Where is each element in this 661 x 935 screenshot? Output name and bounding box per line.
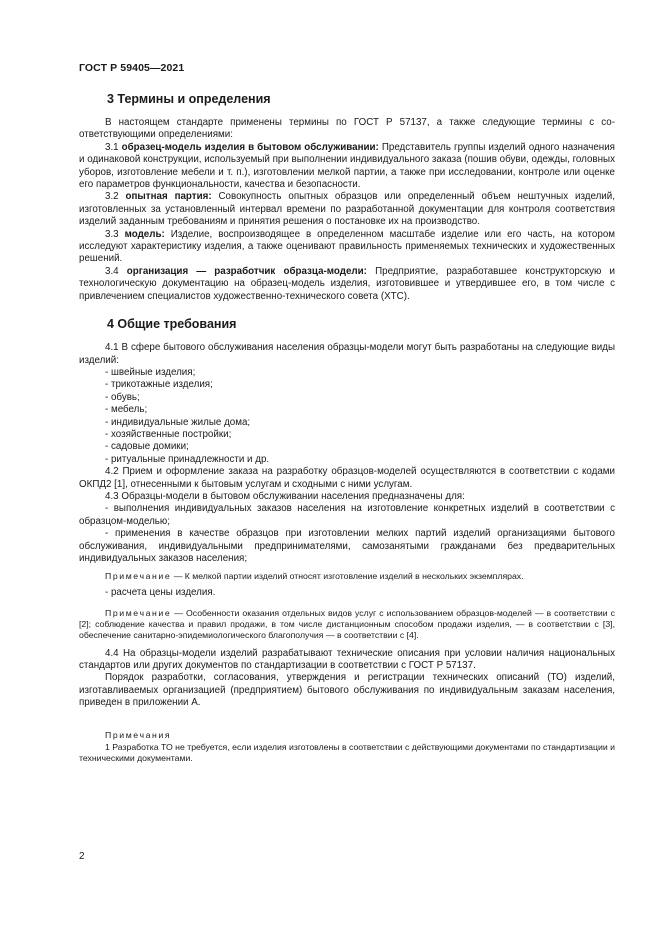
term-3-2 [79,191,615,228]
notes-title: Примечания [105,729,172,740]
page-number: 2 [79,851,85,862]
note-small-batch [79,571,615,582]
term-number: 3.4 [105,265,119,277]
note-item-1: 1 Разработка ТО не требуется, если изделия изготовлены в соответствии с действующими документами по стандартизации и техническими документами. [79,741,615,764]
note-label: Примечание [105,571,172,582]
term-3-3 [79,229,615,266]
list-item: - швейные изделия; [105,366,196,378]
term-number: 3.1 [105,141,119,153]
note-label: Примечание [105,608,172,619]
note-text: — К мелкой партии изделий относят изготовление изделий в нескольких экземплярах. [171,571,524,582]
paragraph-4-1: 4.1 В сфере бытового обслуживания населения образцы-модели могут быть разработаны на следующие виды изделий: [79,342,615,366]
section-3-heading: 3 Термины и определения [107,92,271,106]
paragraph-4-4: 4.4 На образцы-модели изделий разрабатывают технические описания при условии наличия национальных стандартов или других документов по стандартизации в соответствии с ГОСТ Р 57137. [79,647,615,672]
term-definition: Предприятие, разработавшее конструкторскую и технологическую документацию на образец-модель изделия, изготовившее и утвердившее его, в том числе с привлечением специалистов художественно-технического совета (ХТС). [79,265,615,302]
paragraph-4-3-b: - применения в качестве образцов при изготовлении мелких партий изделий организациями бытового обслуживания, индивидуальными предпринимателями, самозанятыми гражданами без предварительных индивидуальных заказов населения; [79,528,615,564]
term-3-4 [79,266,615,303]
list-item: - ритуальные принадлежности и др. [105,453,270,465]
note-text: — Особенности оказания отдельных видов услуг с использованием образцов-моделей — в соответствии с [2]; соблюдение качества и правил продажи, в том числе дистанционным способом продажи изделия, — в соответствии с [3], обеспечение санитарно-эпидемиологического благополучия — в соответствии с [4]. [79,608,615,641]
list-item: - индивидуальные жилые дома; [105,416,251,428]
paragraph-4-2: 4.2 Прием и оформление заказа на разработку образцов-моделей осуществляются в соответствии с кодами ОКПД2 [1], отнесенными к бытовым услугам и сходными с ними услугам. [79,466,615,490]
note-service-features [79,608,615,642]
paragraph-4-3-c: - расчета цены изделия. [105,586,216,598]
term-name: модель: [124,228,165,240]
section-4-heading: 4 Общие требования [107,317,237,332]
term-definition: Представитель группы изделий одного назначения и одинаковой конструкции, используемый при выполнении индивидуального заказа (пошив обуви, одежды, головных уборов, изготовление мебели и т. п.), изготовлении мелкой партии, а также при исследовании, контроле или оценке его параметров функциональности, качества и безопасности. [79,141,615,191]
term-name: образец-модель изделия в бытовом обслуживании: [121,141,379,153]
section-3-intro: В настоящем стандарте применены термины по ГОСТ Р 57137, а также следующие термины с соответствующими определениями: [79,117,615,141]
product-types-list [79,367,615,466]
paragraph-4-4-b: Порядок разработки, согласования, утверждения и регистрации технических описаний (ТО) изделий, изготавливаемых организацией (предприятием) бытового обслуживания по индивидуальным заказам населения, приведен в приложении А. [79,672,615,709]
notes-block [79,730,615,765]
term-name: организация — разработчик образца-модели: [126,265,367,277]
list-item: - трикотажные изделия; [105,379,213,391]
paragraph-4-3: 4.3 Образцы-модели в бытовом обслуживании населения предназначены для: [105,490,465,502]
term-name: опытная партия: [125,191,212,203]
term-number: 3.2 [105,191,119,203]
document-id-header: ГОСТ Р 59405—2021 [79,62,185,74]
term-3-1 [79,142,615,192]
page-content [79,90,615,768]
list-item: - садовые домики; [105,441,189,453]
term-definition: Изделие, воспроизводящее в определенном масштабе изделие или его часть, на котором исследуют характеристику изделия, а также оценивают правильность применяемых технических и художественных решений. [79,228,615,265]
list-item: - обувь; [105,391,140,403]
term-definition: Совокупность опытных образцов или определенный объем нештучных изделий, изготовленных за установленный интервал времени по разработанной документации для контроля соответствия изделий заданным требованиям и принятия решения о постановке их на производство. [79,191,615,228]
term-number: 3.3 [105,228,119,240]
list-item: - хозяйственные постройки; [105,428,232,440]
list-item: - мебель; [105,404,148,416]
paragraph-4-3-a: - выполнения индивидуальных заказов населения на изготовление конкретных изделий в соответствии с образцом-моделью; [79,503,615,527]
